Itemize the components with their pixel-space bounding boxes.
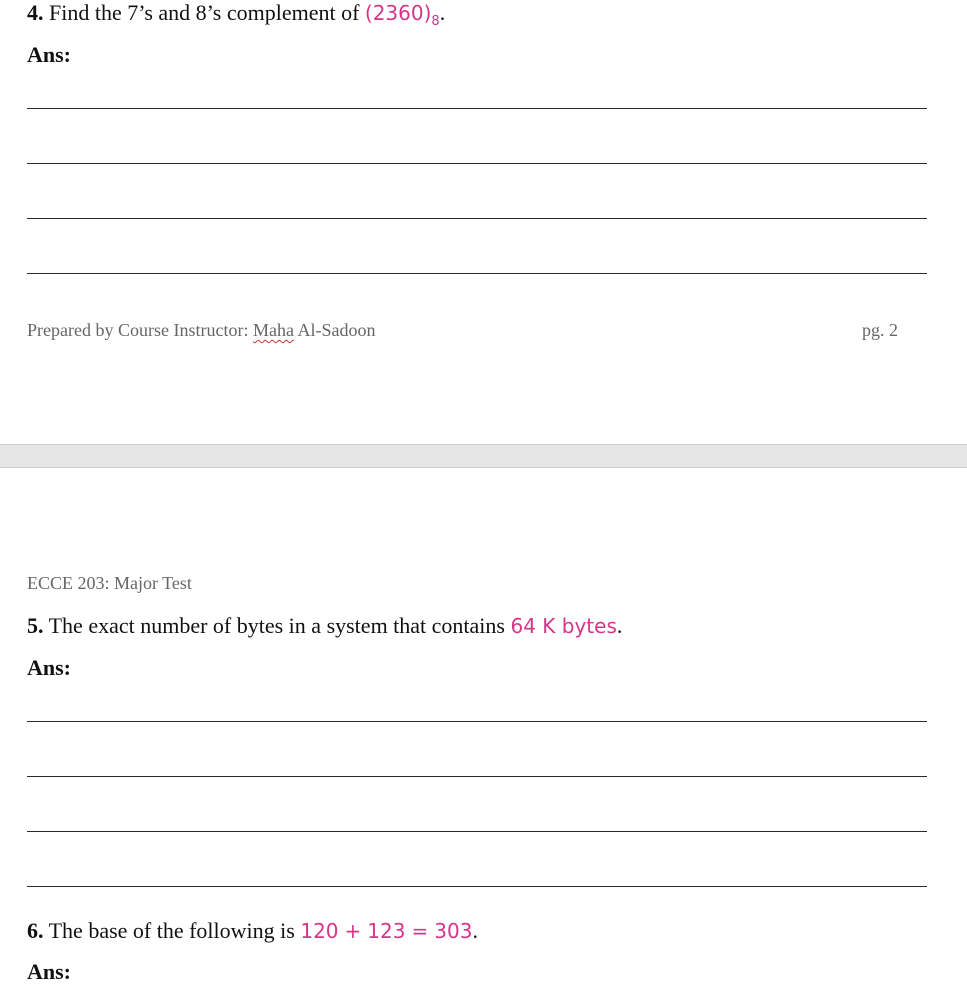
answer-line	[27, 163, 927, 164]
answer-label: Ans:	[27, 655, 72, 680]
question-4	[27, 0, 445, 29]
footer-prefix: Prepared by Course Instructor:	[27, 320, 249, 340]
answer-line	[27, 776, 927, 777]
math-value: $(2360)_8$	[364, 1, 440, 29]
question-text: Find the 7’s and 8’s complement of	[49, 0, 360, 25]
answer-line	[27, 721, 927, 722]
math-value: 64 K bytes	[510, 614, 617, 638]
question-number: 5.	[27, 613, 44, 638]
math-expression: 120 + 123 = 303	[300, 919, 473, 943]
question-end: .	[472, 918, 478, 943]
page-header: ECCE 203: Major Test	[27, 573, 192, 593]
spellcheck-word[interactable]: Maha	[252, 320, 294, 340]
question-end: .	[616, 613, 623, 638]
question-5	[27, 613, 622, 639]
answer-label: Ans:	[27, 42, 72, 67]
question-text: The exact number of bytes in a system that contains	[48, 613, 505, 638]
math-base-subscript: 8	[431, 14, 440, 29]
question-number: 4.	[27, 0, 44, 25]
page-footer	[27, 320, 375, 341]
answer-line	[27, 273, 927, 274]
question-end: .	[439, 0, 446, 25]
footer-name: Al-Sadoon	[297, 320, 376, 340]
question-6	[27, 918, 478, 944]
question-number: 6.	[27, 918, 44, 943]
answer-line	[27, 218, 927, 219]
question-text: The base of the following is	[48, 918, 295, 943]
answer-line	[27, 886, 927, 887]
answer-line	[27, 108, 927, 109]
page-number: pg. 2	[862, 320, 898, 340]
answer-label: Ans:	[27, 959, 72, 984]
answer-line	[27, 831, 927, 832]
page-break	[0, 444, 967, 468]
